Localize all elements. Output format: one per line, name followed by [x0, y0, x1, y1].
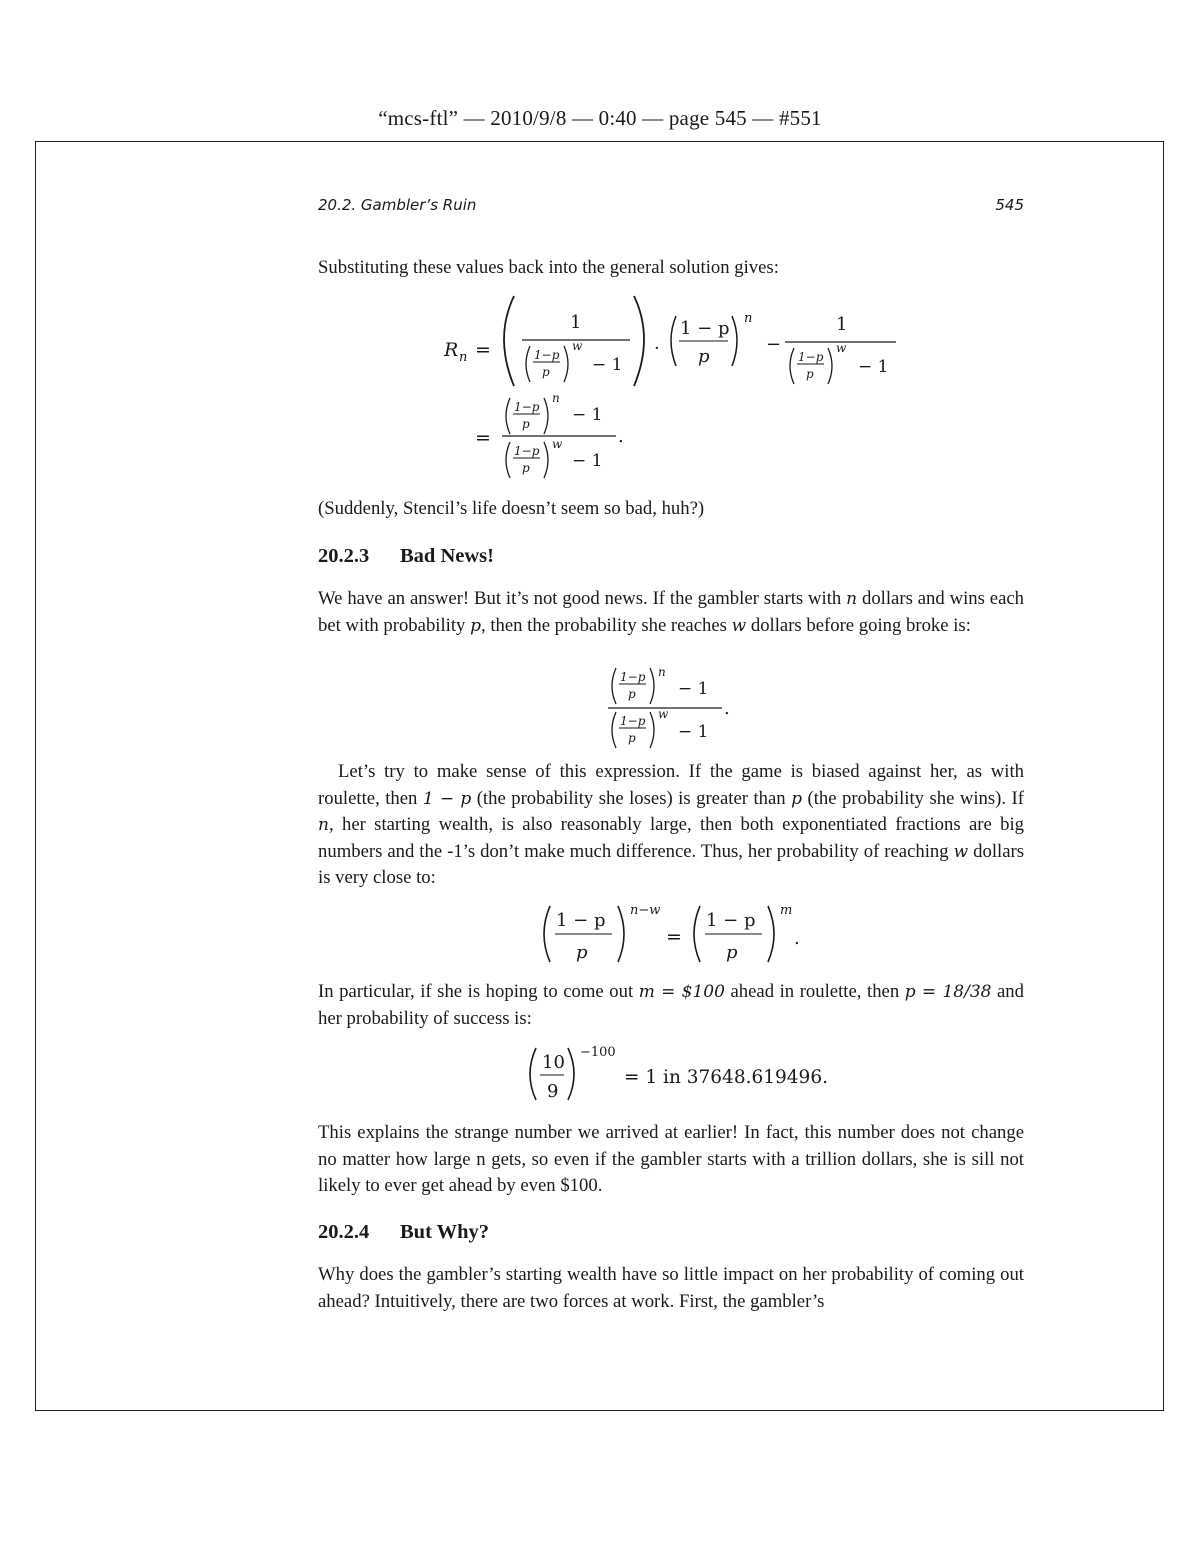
- paragraph-why: Why does the gambler’s starting wealth have so little impact on her probability of coming out ahead? Intuitively, there are two forces at work. First, the gambler’s: [318, 1264, 1024, 1312]
- svg-text:·: ·: [654, 338, 660, 359]
- svg-text:=: =: [475, 427, 491, 449]
- svg-text:− 1: − 1: [592, 355, 623, 375]
- svg-text:p: p: [806, 367, 814, 381]
- svg-text:n: n: [459, 350, 468, 365]
- section-heading-but-why: [318, 1221, 489, 1244]
- paragraph-sense: Let’s try to make sense of this expression. If the game is biased against her, as with roulette, then 1 − p (the probability she loses) is greater than p (the probability she wins). If n, her starting wealth, is also reasonably large, then both exponentiated fractions are big numbers and the -1’s don’t make much difference. Thus, her probability of reaching w dollars is very close to:: [318, 761, 1024, 888]
- svg-text:n−w: n−w: [630, 903, 661, 918]
- svg-text:p: p: [522, 417, 530, 431]
- svg-text:=: =: [475, 339, 491, 361]
- svg-text:1−p: 1−p: [514, 400, 540, 414]
- equation-approximation: [530, 898, 820, 972]
- section-number: 20.2.3: [318, 545, 370, 567]
- svg-text:− 1: − 1: [858, 357, 889, 377]
- svg-text:w: w: [572, 339, 583, 353]
- svg-text:− 1: − 1: [678, 722, 709, 742]
- svg-text:m: m: [780, 903, 793, 918]
- svg-text:.: .: [618, 426, 624, 447]
- svg-text:1: 1: [570, 312, 582, 333]
- running-head: [318, 196, 1024, 214]
- svg-text:− 1: − 1: [572, 405, 603, 425]
- section-heading-bad-news: [318, 545, 494, 568]
- svg-text:p: p: [726, 942, 738, 963]
- svg-text:p: p: [522, 461, 530, 475]
- svg-text:n: n: [744, 311, 753, 326]
- svg-text:w: w: [658, 707, 669, 721]
- svg-text:1 − p: 1 − p: [706, 910, 756, 931]
- svg-text:= 1 in 37648.619496.: = 1 in 37648.619496.: [624, 1067, 828, 1088]
- svg-text:p: p: [628, 731, 636, 745]
- svg-text:9: 9: [547, 1081, 559, 1102]
- paragraph-intro: Substituting these values back into the general solution gives:: [318, 257, 779, 278]
- page-number: 545: [995, 196, 1024, 214]
- svg-text:10: 10: [542, 1052, 565, 1073]
- section-title: But Why?: [400, 1221, 490, 1243]
- svg-text:n: n: [658, 665, 666, 679]
- svg-text:1−p: 1−p: [620, 714, 646, 728]
- svg-text:p: p: [542, 365, 550, 379]
- svg-text:1−p: 1−p: [798, 350, 824, 364]
- svg-text:− 1: − 1: [572, 451, 603, 471]
- svg-text:.: .: [724, 698, 730, 719]
- paragraph-stencil: (Suddenly, Stencil’s life doesn’t seem so bad, huh?): [318, 498, 705, 519]
- page-banner: “mcs-ftl” — 2010/9/8 — 0:40 — page 545 — #551: [378, 106, 822, 130]
- svg-text:p: p: [576, 942, 588, 963]
- svg-text:−100: −100: [580, 1045, 616, 1060]
- svg-text:1−p: 1−p: [534, 348, 560, 362]
- svg-text:.: .: [794, 928, 800, 949]
- paragraph-roulette: In particular, if she is hoping to come out m = $100 ahead in roulette, then p = 18/38 and her probability of success is:: [318, 981, 1024, 1029]
- section-number: 20.2.4: [318, 1221, 370, 1243]
- svg-text:1−p: 1−p: [514, 444, 540, 458]
- svg-text:w: w: [836, 341, 847, 355]
- running-title: 20.2. Gambler’s Ruin: [318, 196, 477, 214]
- svg-text:− 1: − 1: [678, 679, 709, 699]
- svg-text:p: p: [628, 687, 636, 701]
- paragraph-explains: This explains the strange number we arrived at earlier! In fact, this number does not change no matter how large n gets, so even if the gambler starts with a trillion dollars, she is sill not likely to ever get ahead by even $100.: [318, 1122, 1024, 1196]
- svg-text:R: R: [444, 339, 459, 361]
- equation-rn: [430, 290, 910, 490]
- svg-text:w: w: [552, 437, 563, 451]
- svg-text:1−p: 1−p: [620, 670, 646, 684]
- equation-ruin-probability: [600, 664, 750, 754]
- paragraph-answer: We have an answer! But it’s not good news. If the gambler starts with n dollars and wins each bet with probability p, then the probability she reaches w dollars before going broke is:: [318, 588, 1024, 636]
- svg-text:p: p: [698, 346, 710, 367]
- equation-success-probability: [518, 1040, 838, 1110]
- svg-text:n: n: [552, 391, 560, 405]
- svg-text:−: −: [766, 334, 782, 355]
- svg-text:=: =: [666, 926, 682, 948]
- svg-text:1 − p: 1 − p: [680, 318, 730, 339]
- section-title: Bad News!: [400, 545, 494, 567]
- svg-text:1: 1: [836, 314, 848, 335]
- svg-text:1 − p: 1 − p: [556, 910, 606, 931]
